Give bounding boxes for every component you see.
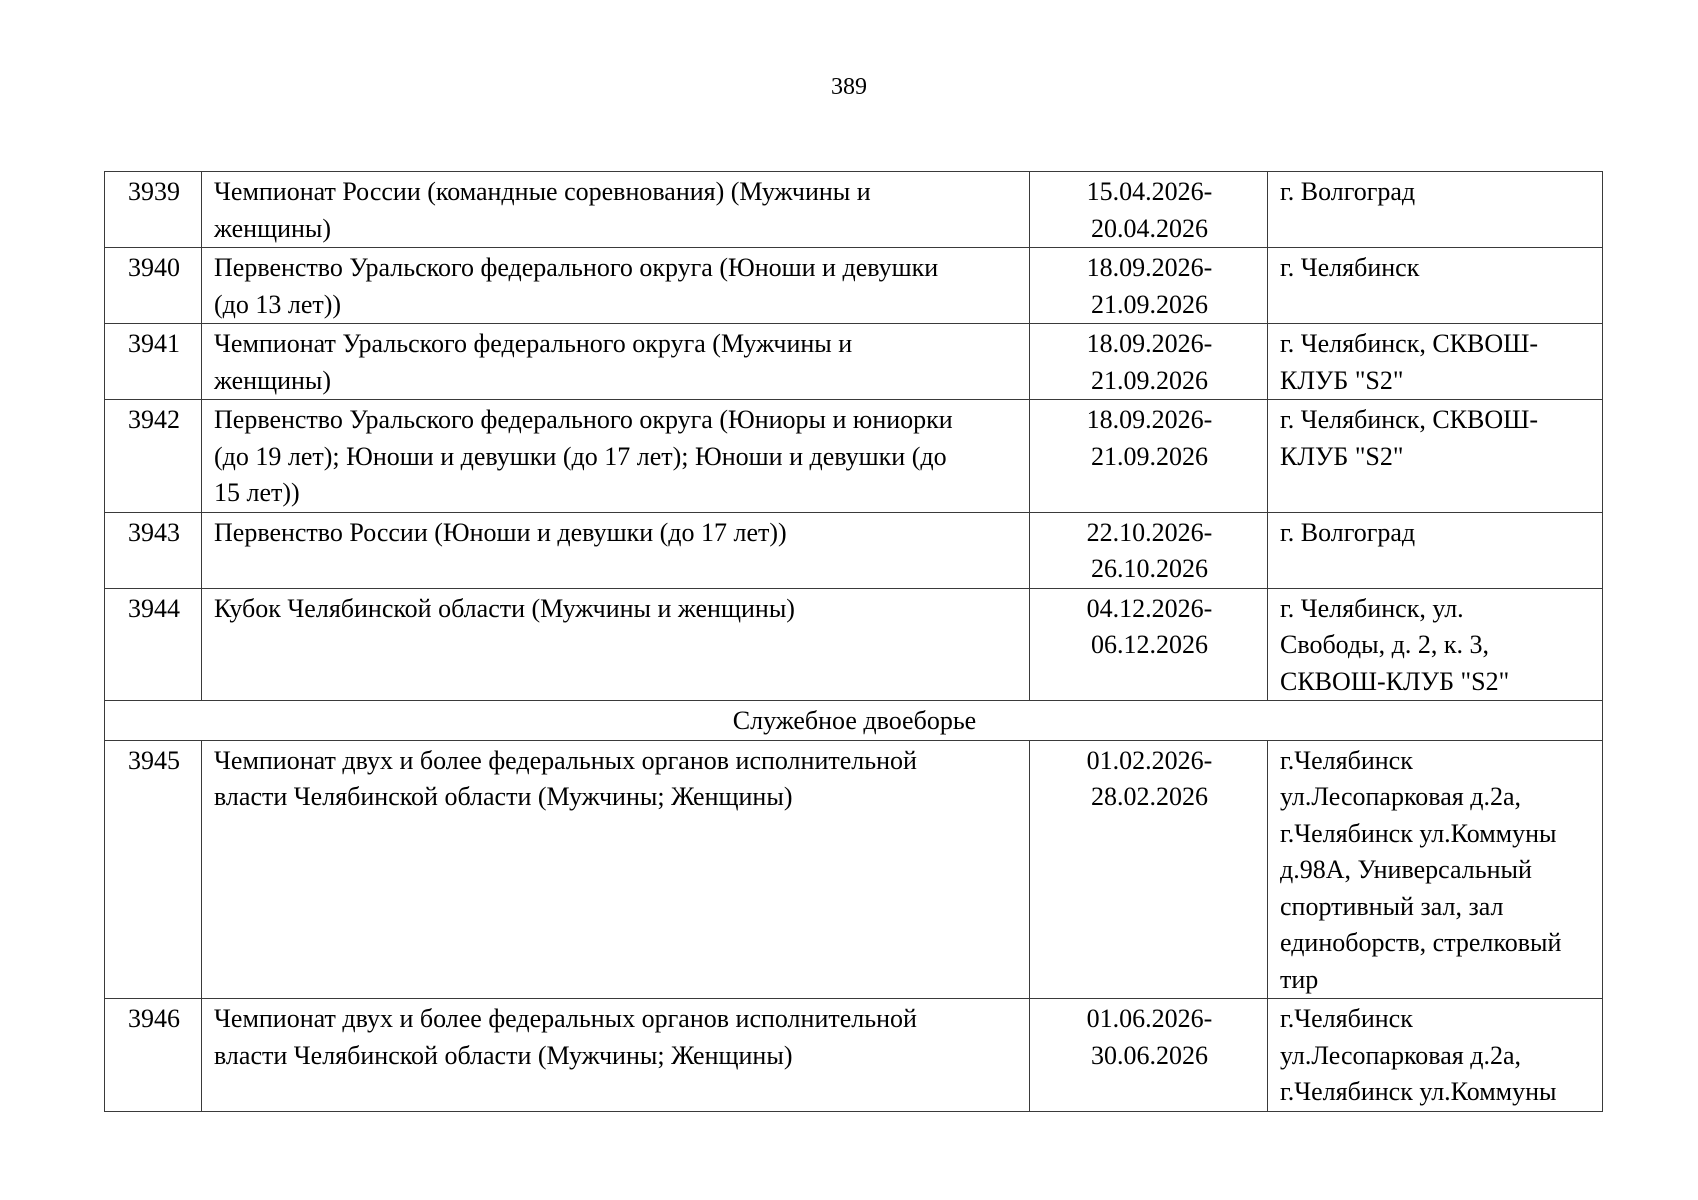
event-name: Чемпионат двух и более федеральных органов исполнительной власти Челябинской области (Мужчины; Женщины) bbox=[202, 740, 1030, 999]
event-number: 3944 bbox=[105, 588, 202, 701]
table-row bbox=[105, 512, 1603, 588]
event-name: Чемпионат двух и более федеральных органов исполнительной власти Челябинской области (Мужчины; Женщины) bbox=[202, 999, 1030, 1112]
event-name: Первенство Уральского федерального округа (Юноши и девушки (до 13 лет)) bbox=[202, 248, 1030, 324]
event-place: г. Челябинск, ул. Свободы, д. 2, к. 3, СКВОШ-КЛУБ "S2" bbox=[1268, 588, 1603, 701]
event-number: 3943 bbox=[105, 512, 202, 588]
table-row bbox=[105, 248, 1603, 324]
event-number: 3939 bbox=[105, 172, 202, 248]
table-row bbox=[105, 400, 1603, 513]
event-name: Кубок Челябинской области (Мужчины и женщины) bbox=[202, 588, 1030, 701]
section-title: Служебное двоеборье bbox=[105, 701, 1603, 741]
event-name: Первенство Уральского федерального округа (Юниоры и юниорки (до 19 лет); Юноши и девушки (до 17 лет); Юноши и девушки (до 15 лет)) bbox=[202, 400, 1030, 513]
table-row bbox=[105, 324, 1603, 400]
event-number: 3942 bbox=[105, 400, 202, 513]
event-name: Чемпионат России (командные соревнования) (Мужчины и женщины) bbox=[202, 172, 1030, 248]
event-place: г. Челябинск bbox=[1268, 248, 1603, 324]
event-number: 3940 bbox=[105, 248, 202, 324]
table-row bbox=[105, 588, 1603, 701]
events-table-body bbox=[105, 172, 1603, 1112]
event-number: 3946 bbox=[105, 999, 202, 1112]
event-dates: 18.09.2026- 21.09.2026 bbox=[1030, 324, 1268, 400]
event-dates: 04.12.2026- 06.12.2026 bbox=[1030, 588, 1268, 701]
event-dates: 18.09.2026- 21.09.2026 bbox=[1030, 248, 1268, 324]
table-row bbox=[105, 999, 1603, 1112]
page-number: 389 bbox=[831, 74, 867, 100]
table-row bbox=[105, 172, 1603, 248]
event-name: Чемпионат Уральского федерального округа (Мужчины и женщины) bbox=[202, 324, 1030, 400]
event-place: г.Челябинск ул.Лесопарковая д.2а, г.Челябинск ул.Коммуны bbox=[1268, 999, 1603, 1112]
table-row bbox=[105, 740, 1603, 999]
event-name: Первенство России (Юноши и девушки (до 17 лет)) bbox=[202, 512, 1030, 588]
event-place: г.Челябинск ул.Лесопарковая д.2а, г.Челябинск ул.Коммуны д.98А, Универсальный спортивный зал, зал единоборств, стрелковый тир bbox=[1268, 740, 1603, 999]
event-place: г. Челябинск, СКВОШ- КЛУБ "S2" bbox=[1268, 400, 1603, 513]
event-place: г. Волгоград bbox=[1268, 512, 1603, 588]
event-place: г. Челябинск, СКВОШ- КЛУБ "S2" bbox=[1268, 324, 1603, 400]
event-number: 3941 bbox=[105, 324, 202, 400]
section-row bbox=[105, 701, 1603, 741]
events-table bbox=[104, 171, 1603, 1112]
event-number: 3945 bbox=[105, 740, 202, 999]
event-place: г. Волгоград bbox=[1268, 172, 1603, 248]
event-dates: 22.10.2026- 26.10.2026 bbox=[1030, 512, 1268, 588]
event-dates: 18.09.2026- 21.09.2026 bbox=[1030, 400, 1268, 513]
event-dates: 15.04.2026- 20.04.2026 bbox=[1030, 172, 1268, 248]
event-dates: 01.02.2026- 28.02.2026 bbox=[1030, 740, 1268, 999]
event-dates: 01.06.2026- 30.06.2026 bbox=[1030, 999, 1268, 1112]
